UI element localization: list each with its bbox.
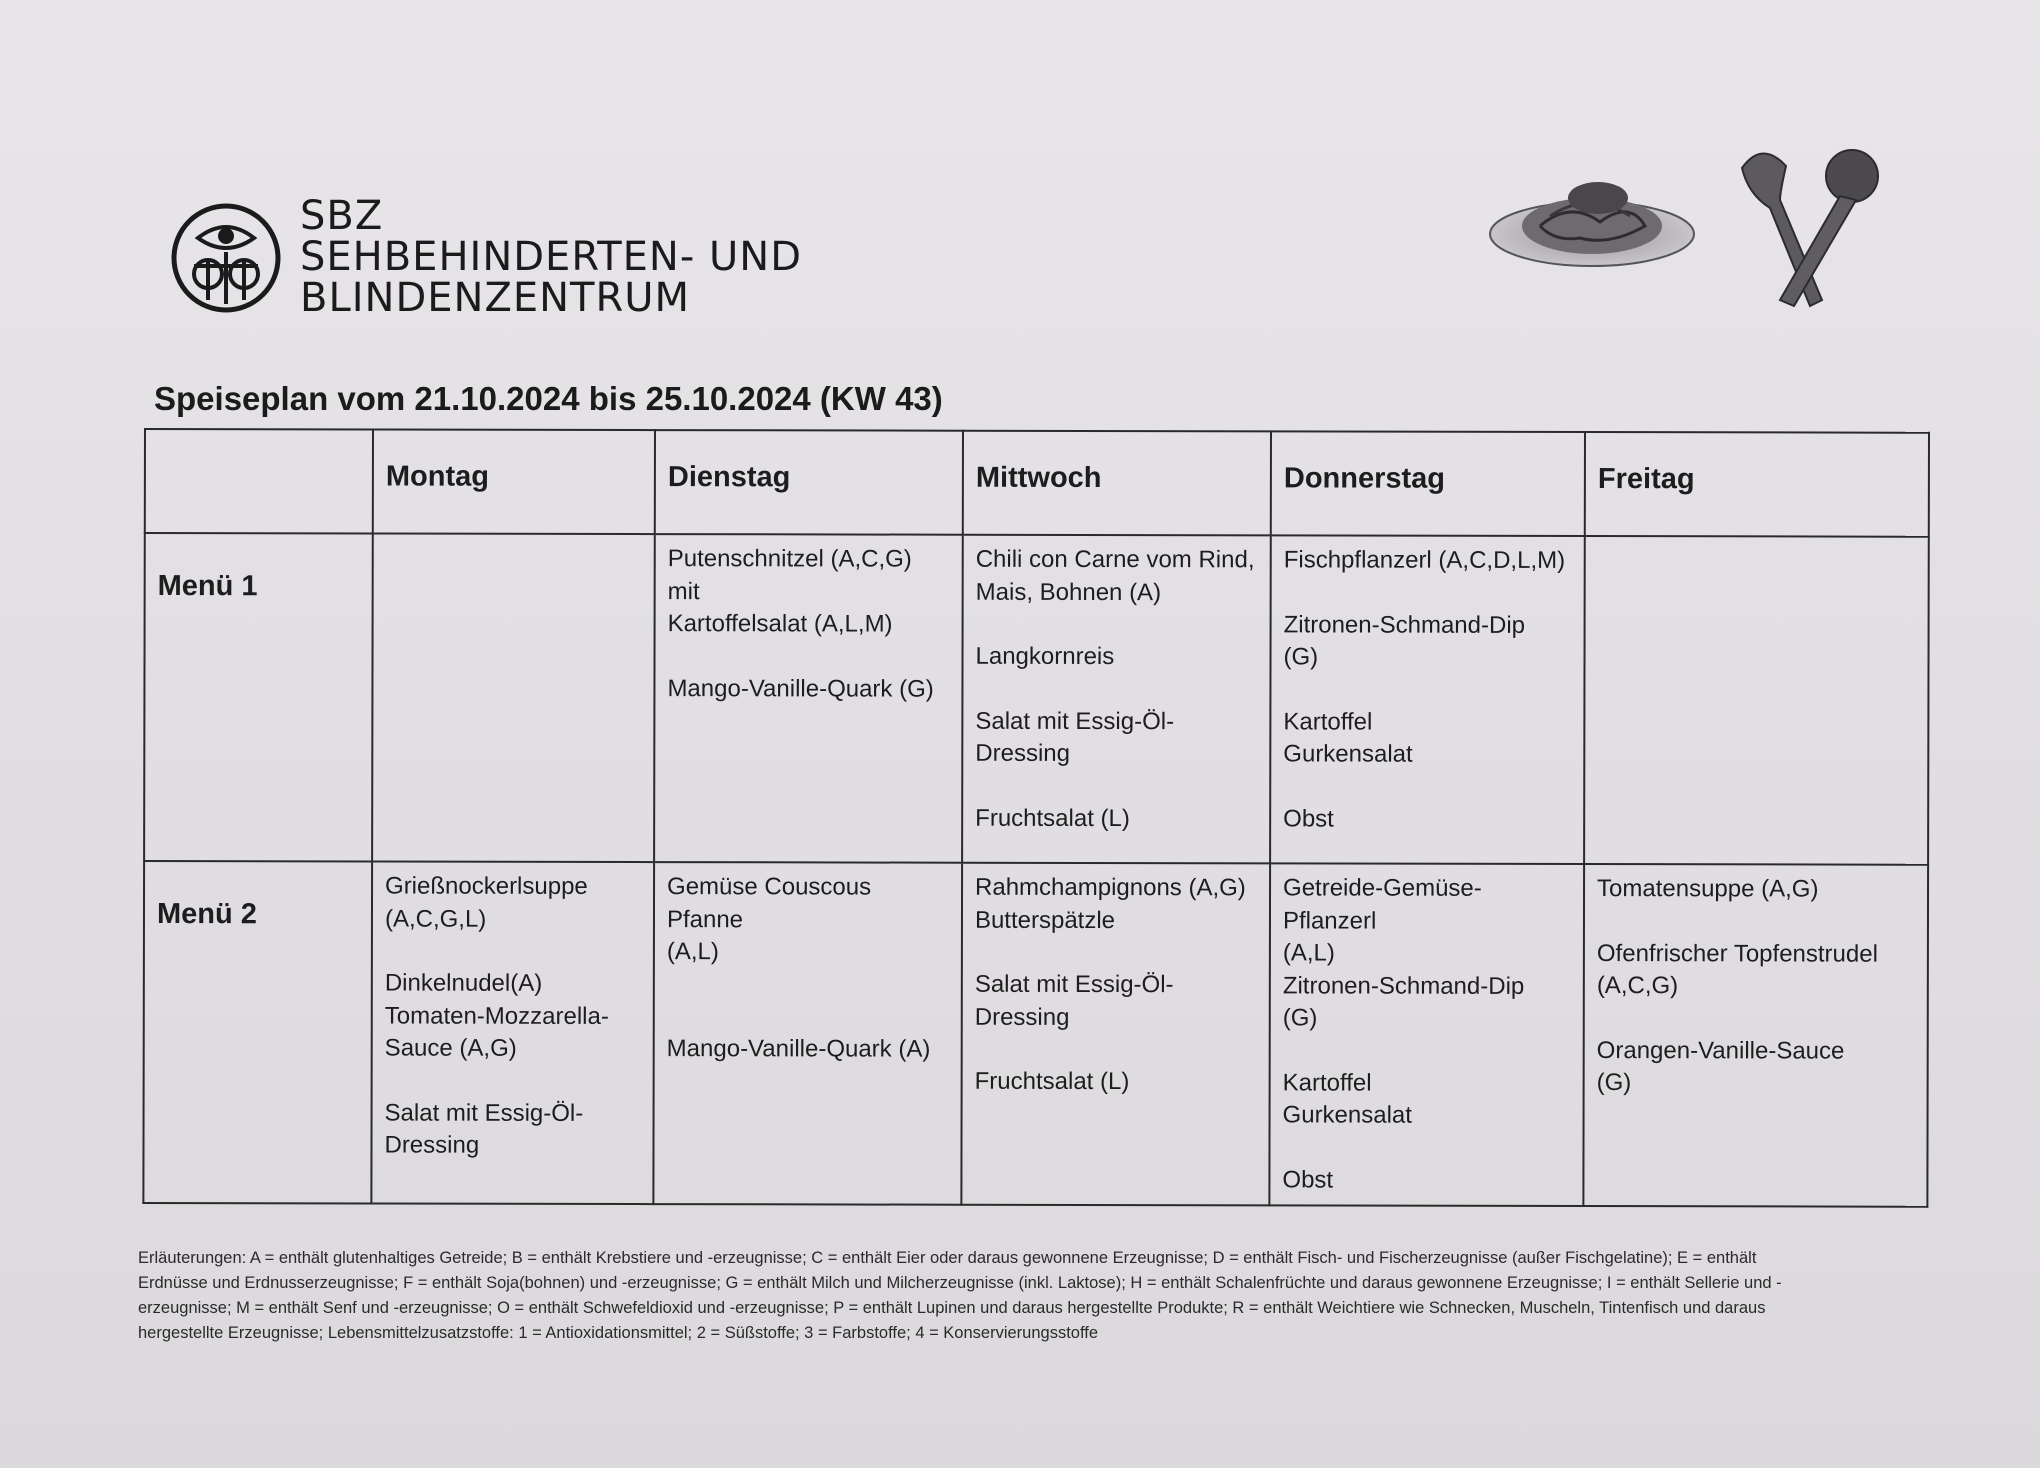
- line-gap: [1283, 1035, 1571, 1068]
- sbz-logo-icon: [168, 200, 284, 316]
- dish-line: Fischpflanzerl (A,C,D,L,M): [1283, 546, 1566, 574]
- cell-menu2-mittwoch: [961, 863, 1270, 1206]
- line-gap: [385, 1065, 641, 1098]
- org-name: [300, 193, 802, 321]
- line-gap: [1597, 1003, 1915, 1036]
- dish-line: Zitronen-Schmand-Dip: [1283, 610, 1526, 639]
- header-mittwoch: Mittwoch: [963, 431, 1271, 536]
- dish-line: Getreide-Gemüse-: [1283, 874, 1482, 902]
- dish-line: Dressing: [975, 739, 1071, 767]
- dish-line: (A,C,G,L): [384, 905, 487, 933]
- line-gap: [1597, 906, 1915, 939]
- food-illustration-icon: [1480, 130, 1900, 320]
- cell-menu1-freitag: [1584, 536, 1929, 865]
- dish-line: Orangen-Vanille-Sauce: [1596, 1036, 1845, 1065]
- dish-line: Salat mit Essig-Öl-: [974, 970, 1174, 999]
- allergen-legend: [138, 1246, 1918, 1346]
- line-gap: [1283, 674, 1571, 707]
- dish-line: Fruchtsalat (L): [975, 804, 1130, 832]
- dish-line: Salat mit Essig-Öl-: [384, 1099, 584, 1127]
- row-label-menu-1: Menü 1: [144, 533, 373, 861]
- dish-line: Kartoffel: [1283, 707, 1373, 736]
- dish-line: Dressing: [974, 1003, 1070, 1031]
- legend-line: Erläuterungen: A = enthält glutenhaltiges Getreide; B = enthält Krebstiere und -erzeugnisse; C = enthält Eier oder daraus gewonnene Erzeugnisse; D = enthält Fisch- und Fischerzeugnisse (außer Fischgelatine); E = enthält: [138, 1249, 1757, 1267]
- line-gap: [975, 937, 1257, 970]
- table-row-menu-1: [144, 533, 1929, 865]
- org-name-line-1: SBZ: [300, 193, 384, 239]
- table-header-row: [145, 429, 1929, 537]
- dish-line: Mango-Vanille-Quark (G): [667, 674, 934, 703]
- cell-menu2-donnerstag: [1269, 863, 1584, 1206]
- cell-menu2-dienstag: [653, 862, 962, 1205]
- dish-line: Mango-Vanille-Quark (A): [666, 1034, 931, 1063]
- dish-line: Obst: [1283, 804, 1334, 832]
- dish-line: Ofenfrischer Topfenstrudel: [1596, 939, 1878, 968]
- cell-menu2-freitag: [1583, 864, 1928, 1207]
- dish-line: Gemüse Couscous Pfanne: [666, 873, 872, 933]
- header-donnerstag: Donnerstag: [1271, 431, 1585, 536]
- cell-menu1-donnerstag: [1270, 535, 1585, 864]
- org-header: [168, 193, 802, 321]
- line-gap: [976, 609, 1258, 642]
- table-row-menu-2: [143, 861, 1928, 1207]
- dish-line: Putenschnitzel (A,C,G): [667, 545, 912, 573]
- line-gap: [1283, 771, 1571, 804]
- line-gap: [1284, 577, 1572, 610]
- dish-line: Pflanzerl: [1282, 906, 1377, 935]
- dish-line: Dinkelnudel(A): [384, 969, 543, 997]
- dish-line: (A,C,G): [1596, 972, 1679, 1000]
- corner-cell: [145, 429, 373, 533]
- dish-line: Fruchtsalat (L): [974, 1067, 1130, 1096]
- legend-line: erzeugnisse; M = enthält Senf und -erzeugnisse; O = enthält Schwefeldioxid und -erzeugnisse; P = enthält Lupinen und daraus hergestellte Produkte; R = enthält Weichtiere wie Schnecken, Muscheln, Tintenfisch und daraus: [138, 1299, 1766, 1317]
- menu-table: [142, 428, 1930, 1208]
- row-label-menu-2: Menü 2: [143, 861, 372, 1203]
- line-gap: [667, 1001, 949, 1034]
- line-gap: [975, 673, 1257, 706]
- dish-line: Rahmchampignons (A,G): [975, 873, 1246, 902]
- line-gap: [667, 641, 949, 674]
- cell-menu2-montag: [371, 861, 654, 1204]
- dish-line: Langkornreis: [975, 642, 1115, 671]
- dish-line: (A,L): [666, 938, 719, 966]
- dish-line: Tomatensuppe (A,G): [1597, 875, 1819, 903]
- dish-line: Sauce (A,G): [384, 1034, 517, 1062]
- dish-line: Obst: [1282, 1165, 1334, 1193]
- org-name-line-3: BLINDENZENTRUM: [300, 275, 691, 321]
- legend-line: hergestellte Erzeugnisse; Lebensmittelzusatzstoffe: 1 = Antioxidationsmittel; 2 = Süßstoffe; 3 = Farbstoffe; 4 = Konservierungsstoffe: [138, 1324, 1098, 1342]
- dish-line: Salat mit Essig-Öl-: [975, 707, 1175, 735]
- org-name-line-2: SEHBEHINDERTEN- UND: [300, 234, 802, 280]
- legend-line: Erdnüsse und Erdnusserzeugnisse; F = enthält Soja(bohnen) und -erzeugnisse; G = enthält Milch und Milcherzeugnisse (inkl. Laktose); H = enthält Schalenfrüchte und daraus gewonnene Erzeugnisse; I = enthält Sellerie und -: [138, 1274, 1782, 1292]
- dish-line: mit: [667, 577, 700, 605]
- line-gap: [1282, 1132, 1570, 1165]
- cell-menu1-dienstag: [654, 534, 963, 863]
- dish-line: Gurkensalat: [1282, 1101, 1412, 1129]
- line-gap: [975, 770, 1257, 803]
- dish-line: Chili con Carne vom Rind,: [975, 545, 1255, 574]
- cell-menu1-montag: [372, 533, 655, 862]
- dish-line: (A,L): [1282, 939, 1335, 967]
- dish-line: Gurkensalat: [1283, 740, 1413, 768]
- dish-line: Dressing: [384, 1131, 480, 1159]
- dish-line: Butterspätzle: [974, 906, 1116, 934]
- line-gap: [975, 1034, 1257, 1067]
- dish-line: (G): [1282, 1004, 1318, 1032]
- dish-line: Tomaten-Mozzarella-: [384, 1002, 609, 1030]
- page-title: Speiseplan vom 21.10.2024 bis 25.10.2024 (KW 43): [154, 380, 943, 417]
- header-dienstag: Dienstag: [655, 430, 963, 535]
- dish-line: Grießnockerlsuppe: [385, 872, 588, 900]
- dish-line: Kartoffelsalat (A,L,M): [667, 610, 893, 638]
- dish-line: (G): [1283, 643, 1319, 671]
- dish-line: Zitronen-Schmand-Dip: [1282, 971, 1525, 1000]
- dish-line: Kartoffel: [1282, 1068, 1372, 1097]
- dish-line: (G): [1596, 1069, 1632, 1097]
- header-montag: Montag: [373, 429, 655, 534]
- cell-menu1-mittwoch: [962, 535, 1271, 864]
- dish-line: Mais, Bohnen (A): [975, 578, 1162, 606]
- line-gap: [385, 936, 641, 969]
- header-freitag: Freitag: [1585, 432, 1929, 537]
- line-gap: [667, 969, 949, 1002]
